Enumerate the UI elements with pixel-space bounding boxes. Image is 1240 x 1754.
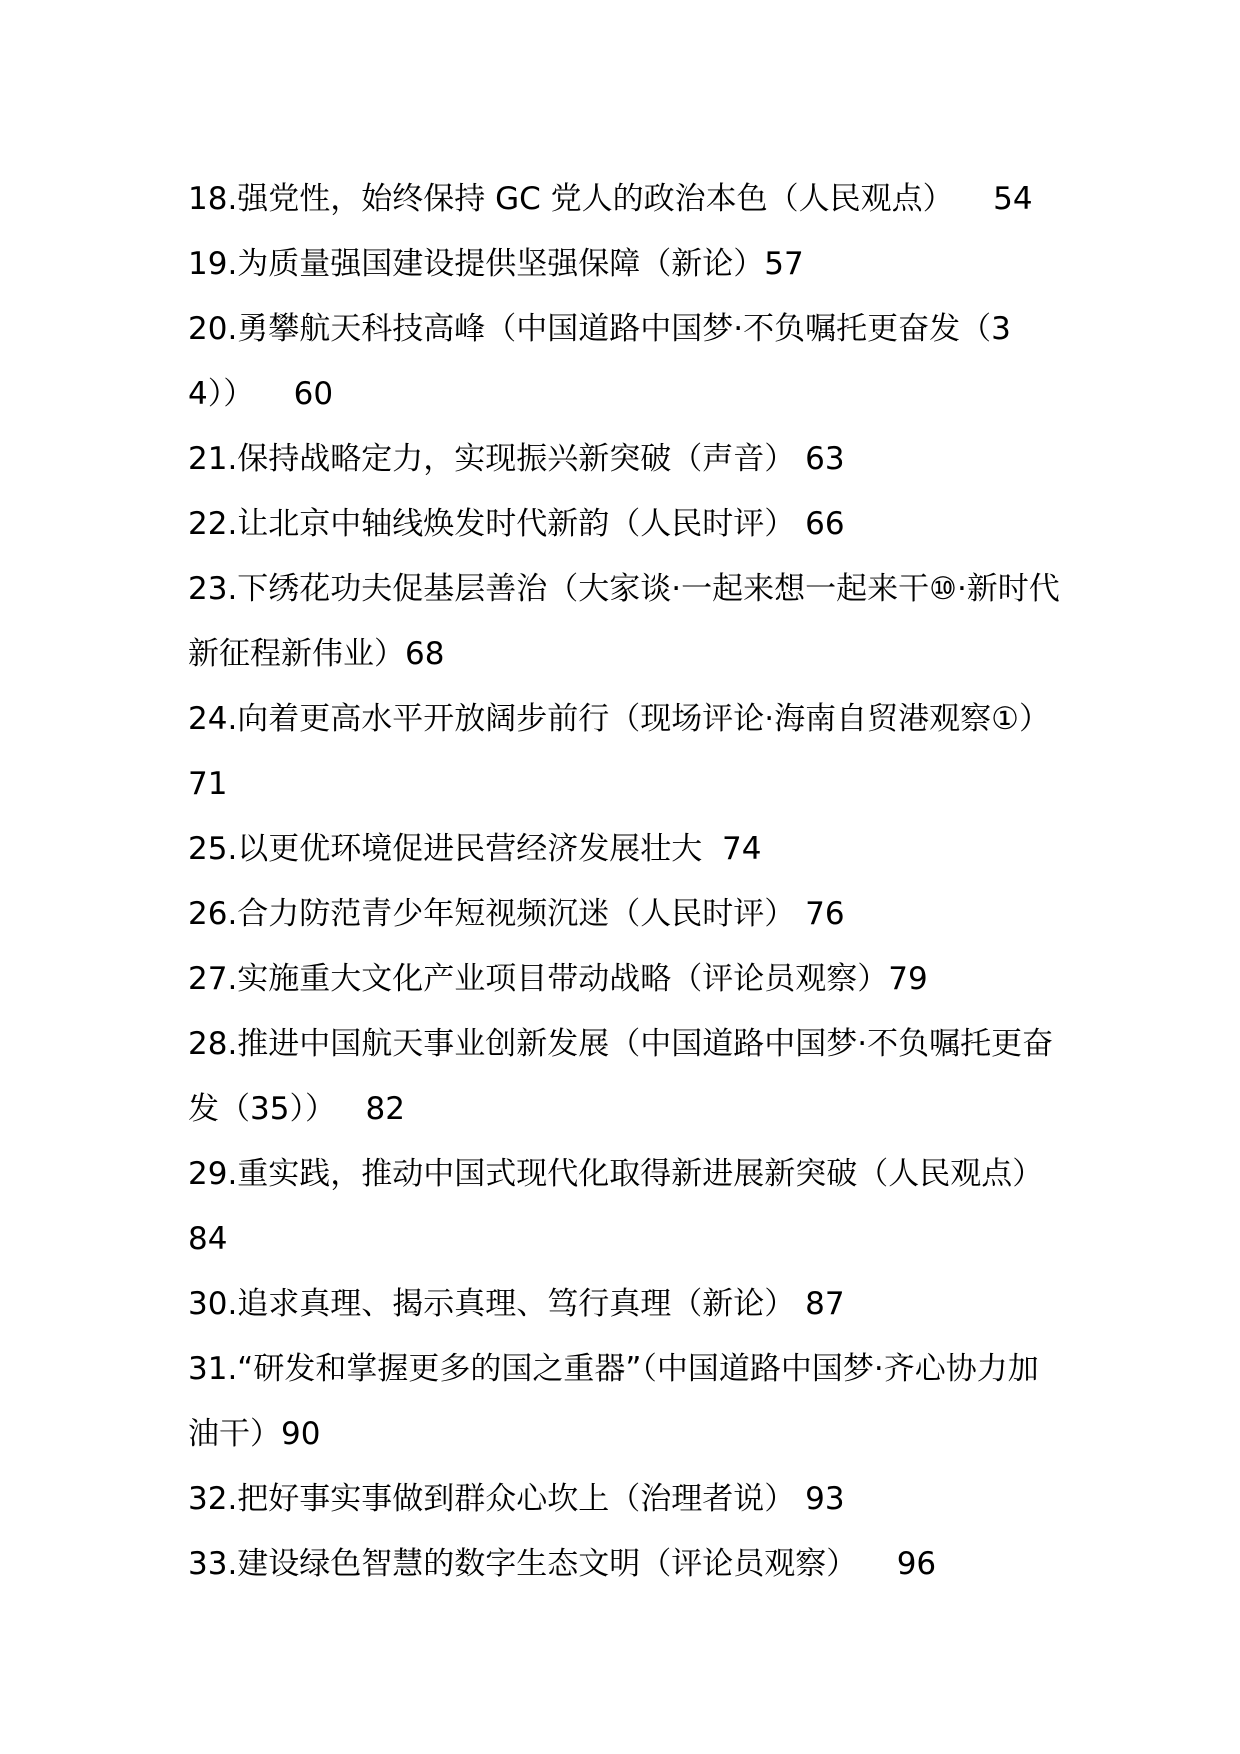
toc-entry-23[interactable]: 23.下绣花功夫促基层善治（大家谈·一起来想一起来干⑩·新时代新征程新伟业）68: [188, 571, 1060, 672]
toc-entry-22[interactable]: 22.让北京中轴线焕发时代新韵（人民时评） 66: [188, 506, 845, 542]
toc-entry-32[interactable]: 32.把好事实事做到群众心坎上（治理者说） 93: [188, 1481, 845, 1517]
toc-entry-24[interactable]: 24.向着更高水平开放阔步前行（现场评论·海南自贸港观察①） 71: [188, 701, 1060, 802]
toc-entry-31[interactable]: 31.“研发和掌握更多的国之重器”（中国道路中国梦·齐心协力加油干）90: [188, 1351, 1039, 1452]
toc-entry-19[interactable]: 19.为质量强国建设提供坚强保障（新论）57: [188, 246, 804, 282]
toc-entry-25[interactable]: 25.以更优环境促进民营经济发展壮大 74: [188, 831, 762, 867]
toc-entry-28[interactable]: 28.推进中国航天事业创新发展（中国道路中国梦·不负嘱托更奋发（35）） 82: [188, 1026, 1054, 1127]
toc-entry-27[interactable]: 27.实施重大文化产业项目带动战略（评论员观察）79: [188, 961, 928, 997]
toc-entry-29[interactable]: 29.重实践，推动中国式现代化取得新进展新突破（人民观点） 84: [188, 1156, 1054, 1257]
toc-entry-18[interactable]: 18.强党性，始终保持 GC 党人的政治本色（人民观点） 54: [188, 181, 1033, 217]
toc-entry-21[interactable]: 21.保持战略定力，实现振兴新突破（声音） 63: [188, 441, 845, 477]
toc-entry-20[interactable]: 20.勇攀航天科技高峰（中国道路中国梦·不负嘱托更奋发（34）） 60: [188, 311, 1011, 412]
toc-entry-33[interactable]: 33.建设绿色智慧的数字生态文明（评论员观察） 96: [188, 1546, 937, 1582]
toc-entry-30[interactable]: 30.追求真理、揭示真理、笃行真理（新论） 87: [188, 1286, 845, 1322]
table-of-contents: [188, 167, 1068, 1597]
toc-entry-26[interactable]: 26.合力防范青少年短视频沉迷（人民时评） 76: [188, 896, 845, 932]
